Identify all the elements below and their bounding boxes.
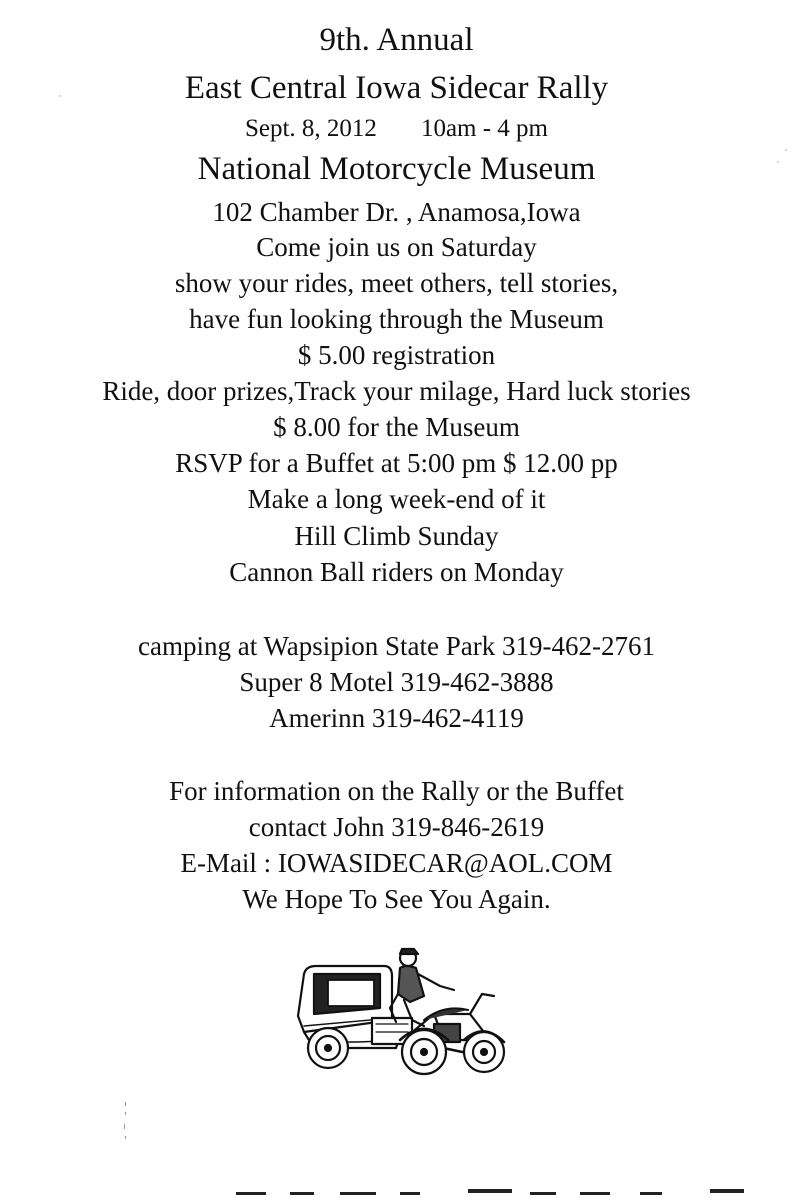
event-date: Sept. 8, 2012: [244, 115, 377, 142]
events-list: Ride, door prizes,Track your milage, Hard luck stories: [102, 376, 691, 406]
monday-event: Cannon Ball riders on Monday: [229, 557, 564, 587]
date-time-line: [0, 116, 793, 141]
venue-name: National Motorcycle Museum: [197, 151, 596, 187]
museum-fee: $ 8.00 for the Museum: [273, 412, 520, 442]
activities-line-1: show your rides, meet others, tell stories,: [174, 268, 619, 298]
closing-line: We Hope To See You Again.: [242, 884, 551, 914]
event-time: 10am - 4 pm: [420, 115, 549, 142]
contact-info-line: For information on the Rally or the Buffet: [169, 776, 624, 806]
sunday-event: Hill Climb Sunday: [294, 521, 499, 551]
weekend-line: Make a long week-end of it: [247, 484, 546, 514]
registration-fee: $ 5.00 registration: [297, 340, 496, 370]
contact-phone: contact John 319-846-2619: [248, 812, 545, 842]
buffet-rsvp: RSVP for a Buffet at 5:00 pm $ 12.00 pp: [175, 448, 618, 478]
contact-email: E-Mail : IOWASIDECAR@AOL.COM: [180, 848, 613, 878]
event-title: East Central Iowa Sidecar Rally: [184, 70, 609, 106]
sidecar-motorcycle-illustration: [284, 944, 508, 1084]
inn-info: Amerinn 319-462-4119: [269, 703, 524, 733]
activities-line-2: have fun looking through the Museum: [189, 304, 604, 334]
camping-info: camping at Wapsipion State Park 319-462-2761: [138, 631, 655, 661]
venue-address: 102 Chamber Dr. , Anamosa,Iowa: [212, 197, 581, 227]
invite-line: Come join us on Saturday: [256, 232, 537, 262]
edition-heading: 9th. Annual: [319, 22, 474, 58]
motel-info: Super 8 Motel 319-462-3888: [239, 667, 554, 697]
